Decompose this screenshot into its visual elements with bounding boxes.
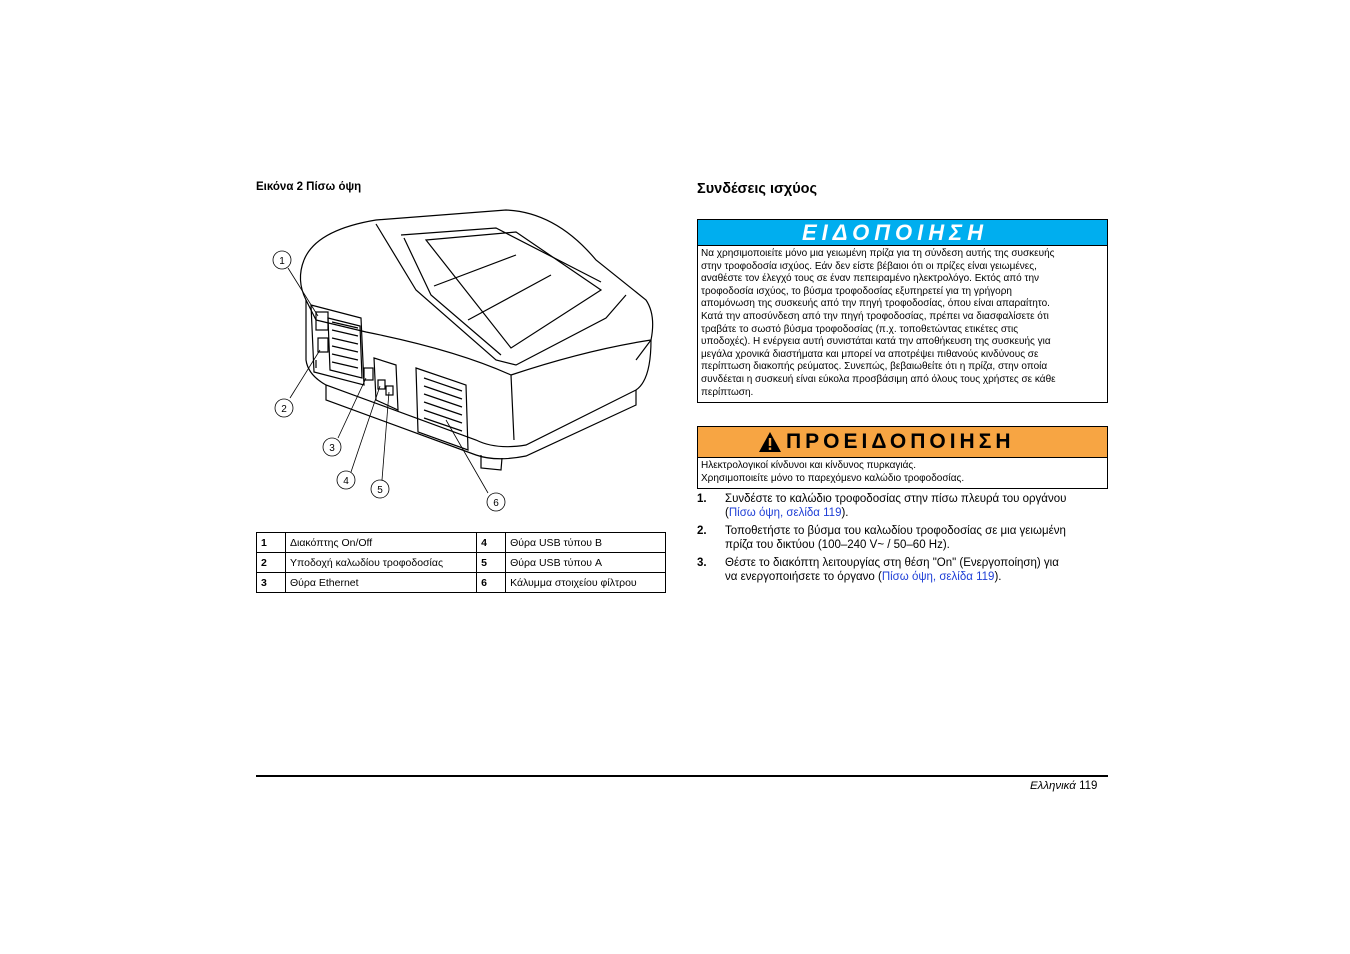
step-text: ). — [841, 506, 849, 519]
legend-number: 4 — [477, 533, 506, 553]
legend-label: Υποδοχή καλωδίου τροφοδοσίας — [286, 553, 477, 573]
callout-3 — [323, 438, 341, 456]
notice-line: περίπτωση διακοπής ρεύματος. Συνεπώς, βεβαιωθείτε ότι η πρίζα, στην οποία — [701, 361, 1048, 373]
step-text: ). — [994, 570, 1002, 583]
warning-triangle-icon — [758, 431, 782, 453]
legend-number: 3 — [257, 573, 286, 593]
callout-3-label: 3 — [329, 443, 335, 454]
list-item — [697, 525, 1109, 552]
callout-1 — [273, 251, 291, 269]
notice-box — [697, 219, 1108, 403]
legend-number: 1 — [257, 533, 286, 553]
footer-language: Ελληνικά — [1030, 780, 1076, 792]
callout-4 — [337, 471, 355, 489]
notice-line: τροφοδοσία ισχύος, το βύσμα τροφοδοσίας εξυπηρετεί για τη γρήγορη — [701, 285, 1012, 297]
callout-4-label: 4 — [343, 476, 349, 487]
callout-5-label: 5 — [377, 485, 383, 496]
notice-header: ΕΙΔΟΠΟΙΗΣΗ — [698, 220, 1107, 246]
legend-label: Κάλυμμα στοιχείου φίλτρου — [506, 573, 666, 593]
warning-body — [698, 458, 1107, 488]
section-title: Συνδέσεις ισχύος — [697, 181, 818, 197]
notice-line: Κατά την αποσύνδεση από την πηγή τροφοδοσίας, πρέπει να διασφαλίσετε ότι — [701, 310, 1049, 322]
table-row — [257, 573, 666, 593]
callout-5 — [371, 480, 389, 498]
notice-line: απομόνωση της συσκευής από την πηγή τροφοδοσίας, όπου είναι απαραίτητο. — [701, 298, 1050, 310]
step-text: πρίζα του δικτύου (100–240 V~ / 50–60 Hz). — [725, 538, 950, 551]
legend-label: Διακόπτης On/Off — [286, 533, 477, 553]
footer-divider — [256, 775, 1108, 777]
notice-line: μεγάλα χρονικά διαστήματα και μπορεί να αποτρέψει πιθανούς κινδύνους σε — [701, 348, 1039, 360]
step-text: Συνδέστε το καλώδιο τροφοδοσίας στην πίσω πλευρά του οργάνου — [725, 493, 1067, 505]
legend-number: 6 — [477, 573, 506, 593]
callout-6 — [487, 493, 505, 511]
callout-2-label: 2 — [281, 404, 287, 415]
step-text: Τοποθετήστε το βύσμα του καλωδίου τροφοδοσίας σε μια γειωμένη — [725, 525, 1066, 537]
warning-title: ΠΡΟΕΙΔΟΠΟΙΗΣΗ — [786, 430, 1015, 453]
rear-view-figure — [256, 200, 666, 520]
notice-line: στην τροφοδοσία ισχύος. Εάν δεν είστε βέβαιοι ότι οι πρίζες είναι γειωμένες, — [701, 260, 1037, 272]
warning-box — [697, 426, 1108, 489]
legend-number: 5 — [477, 553, 506, 573]
legend-label: Θύρα USB τύπου B — [506, 533, 666, 553]
callout-1-label: 1 — [279, 256, 285, 267]
step-number: 1. — [697, 493, 707, 505]
page-reference-link[interactable]: Πίσω όψη, σελίδα 119 — [728, 506, 842, 519]
notice-body — [698, 246, 1107, 402]
callout-6-label: 6 — [493, 498, 499, 509]
warning-header — [698, 427, 1107, 458]
page-number: 119 — [1079, 780, 1098, 792]
list-item — [697, 557, 1109, 584]
notice-line: συνδέεται η συσκευή είναι εύκολα προσβάσιμη από όλους τους χρήστες σε κάθε — [701, 373, 1056, 385]
legend-label: Θύρα Ethernet — [286, 573, 477, 593]
table-row — [257, 553, 666, 573]
steps-list — [697, 493, 1109, 589]
table-row — [257, 533, 666, 553]
page-footer — [1030, 780, 1097, 792]
step-number: 3. — [697, 557, 707, 569]
warning-line: Ηλεκτρολογικοί κίνδυνοι και κίνδυνος πυρκαγιάς. — [701, 460, 916, 471]
legend-number: 2 — [257, 553, 286, 573]
callout-2 — [275, 399, 293, 417]
step-text: ( — [725, 506, 729, 519]
list-item — [697, 493, 1109, 520]
notice-line: αναθέστε τον έλεγχό τους σε έναν πεπειραμένο ηλεκτρολόγο. Εκτός από την — [701, 273, 1040, 285]
notice-line: Να χρησιμοποιείτε μόνο μια γειωμένη πρίζα για τη σύνδεση αυτής της συσκευής — [701, 248, 1055, 259]
step-text: να ενεργοποιήσετε το όργανο ( — [725, 570, 882, 583]
notice-line: περίπτωση. — [701, 386, 754, 398]
legend-label: Θύρα USB τύπου A — [506, 553, 666, 573]
instrument-rear-view-drawing — [256, 200, 666, 520]
page-reference-link[interactable]: Πίσω όψη, σελίδα 119 — [881, 570, 995, 583]
figure-caption: Εικόνα 2 Πίσω όψη — [256, 181, 362, 193]
notice-line: τραβάτε το σωστό βύσμα τροφοδοσίας (π.χ. τοποθετώντας ετικέτες στις — [701, 323, 1019, 335]
step-text: Θέστε το διακόπτη λειτουργίας στη θέση "On" (Ενεργοποίηση) για — [725, 557, 1059, 569]
figure-legend-table — [256, 532, 666, 593]
warning-line: Χρησιμοποιείτε μόνο το παρεχόμενο καλώδιο τροφοδοσίας. — [701, 472, 965, 484]
notice-line: υποδοχές). Η ενέργεια αυτή συνιστάται κατά την αποθήκευση της συσκευής για — [701, 336, 1051, 348]
step-number: 2. — [697, 525, 707, 537]
